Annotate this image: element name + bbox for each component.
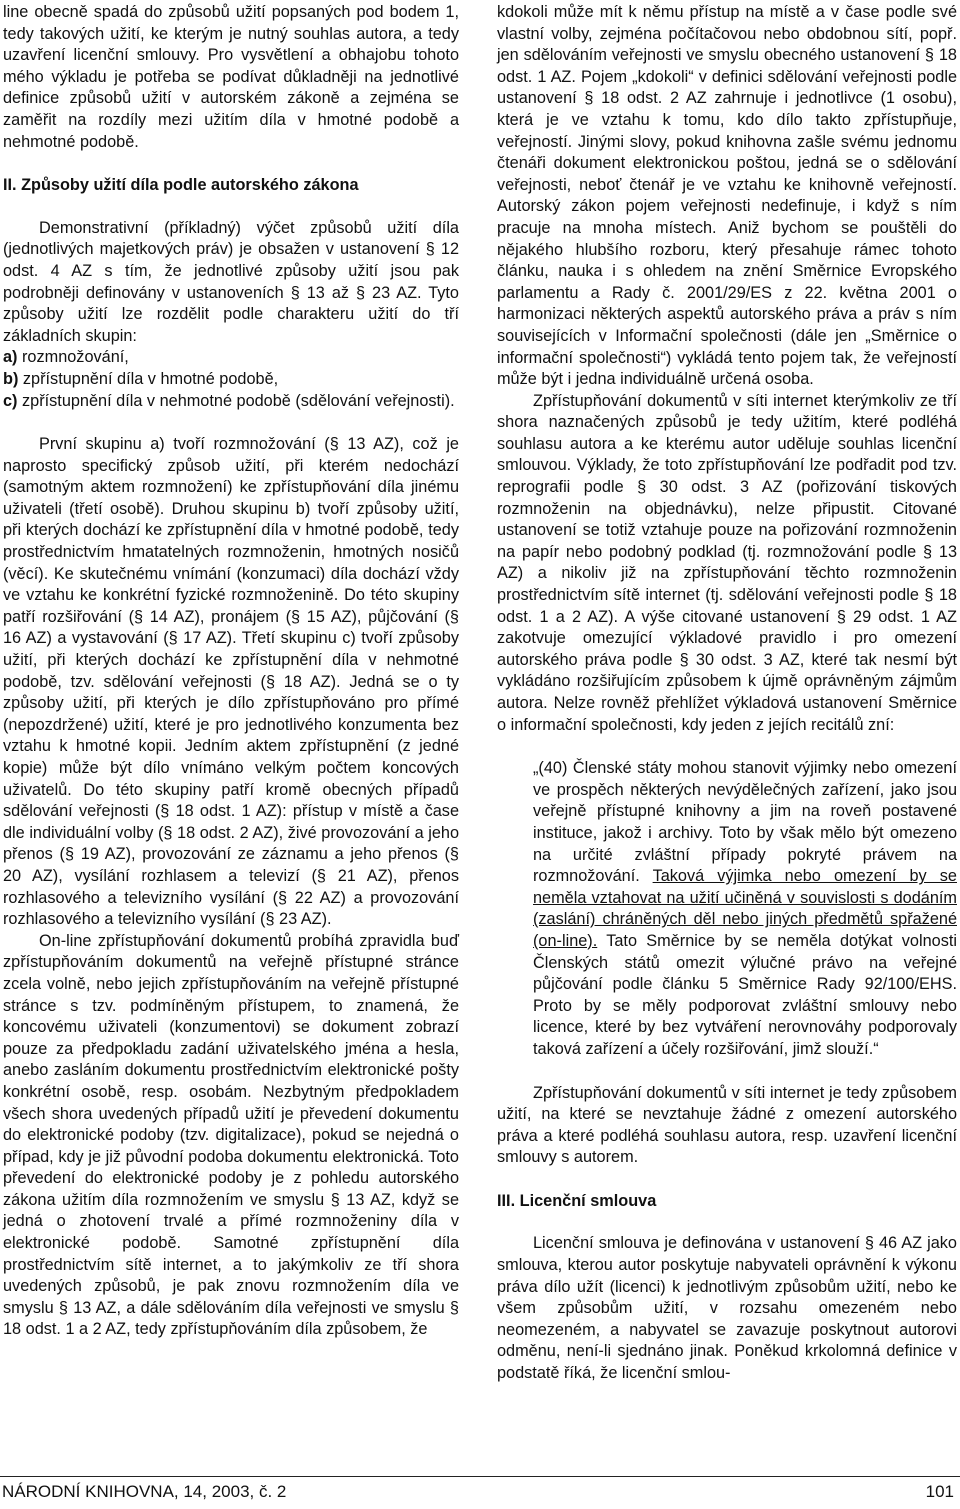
list-marker: a) — [3, 348, 18, 367]
quote-text-end: Tato Směrnice by se neměla dotýkat volnosti Členských států omezit výlučné právo na veřejné půjčování podle článku 5 Směrnice Rady 92/100/EHS. Proto by se měly podporovat zvláštní smlouvy nebo licence, které by bez vytváření nerovnováhy podporovaly taková zařízení a účely rozšiřování, jimž slouží.“ — [533, 931, 957, 1058]
demonstrative-paragraph: Demonstrativní (příkladný) výčet způsobů užití díla (jednotlivých majetkových práv) je obsažen v ustanovení § 12 odst. 4 AZ s tím, že jednotlivé způsoby užití jsou pak podrobněji definovány v ustanoveních § 13 až § 23 AZ. Tyto způsoby užití lze rozdělit podle charakteru užití do tří základních skupin: — [3, 218, 459, 345]
intro-paragraph: line obecně spadá do způsobů užití popsaných pod bodem 1, tedy takových užití, ke kterým je nutný souhlas autora, a tedy uzavření licenční smlouvy. Pro vysvětlení a obhajobu tohoto mého výkladu je potřeba se podívat důkladněji na jednotlivé definice způsobů užití v autorském zákoně a zejména se zaměřit na rozdíly mezi užitím díla v hmotné podobě a nehmotné podobě. — [3, 3, 459, 151]
access-paragraph: Zpřístupňování dokumentů v síti internet kterýmkoliv ze tří shora naznačených způsobů je tedy užitím, které podléhá souhlasu autora a ke kterému autor uděluje souhlas licenční smlouvou. Výklady, že toto zpřístupňování lze podřadit pod tzv. reprografii podle § 30 odst. 3 AZ (pořizování tiskových rozmnoženin na objednávku), nelze připustit. Citované ustanovení se totiž vztahuje pouze na pořizování rozmnoženin na papír nebo podobný podklad (tj. rozmnožování podle § 13 AZ) a nikoliv již na zpřístupňování těchto rozmnoženin prostřednictvím sítě internet (tj. sdělování veřejnosti podle § 18 odst. 1 a 2 AZ). A výše citované ustanovení § 29 odst. 1 AZ zakotvuje omezující výkladové pravidlo i pro omezení autorského práva podle § 30 odst. 3 AZ, které tak nesmí být vykládáno rozšiřujícím způsobem k újmě oprávněným zájmům autora. Nelze rovněž přehlížet výkladová ustanovení Směrnice o informační společnosti, kdy jeden z jejích recitálů zní: — [497, 391, 957, 734]
right-column — [497, 2, 957, 1385]
first-group-paragraph: První skupinu a) tvoří rozmnožování (§ 13 AZ), což je naprosto specifický způsob užití, při kterém nedochází (samotným aktem rozmnožení) ke zpřístupňování díla jinému uživateli (třetí osobě). Druhou skupinu b) tvoří způsoby užití, při kterých dochází ke zpřístupnění díla v hmotné podobě, tedy prostřednictvím hmatatelných rozmnoženin, hmotných nosičů (věcí). Ke skutečnému vnímání (konzumaci) díla dochází vždy ve vztahu ke konkrétní fyzické rozmnoženině. Do této skupiny patří rozšiřování (§ 14 AZ), pronájem (§ 15 AZ), půjčování (§ 16 AZ) a vystavování (§ 17 AZ). Třetí skupinu c) tvoří způsoby užití, při kterých dochází ke zpřístupnění díla v nehmotné podobě, tzv. sdělování veřejnosti (§ 18 AZ). Jedná se o ty způsoby užití, při kterých je dílo zpřístupňováno pro přímé (nepozdržené) užití, které je pro jednotlivého konzumenta bez vztahu k hmotné kopii. Jedním aktem zpřístupnění (z jedné kopie) může být dílo vnímáno velkým počtem koncových uživatelů. Do této skupiny patří kromě obecných případů sdělování veřejnosti (§ 18 odst. 1 AZ): přístup v místě a čase dle individuální volby (§ 18 odst. 2 AZ), živé provozování a jeho přenos (§ 19 AZ), provozování ze záznamu a jeho přenos (§ 20 AZ), vysílání rozhlasem a televizí (§ 21 AZ), přenos rozhlasového a televizního vysílání (§ 22 AZ) a provozování rozhlasového a televizního vysílání (§ 23 AZ). — [3, 435, 459, 929]
license-paragraph: Licenční smlouva je definována v ustanovení § 46 AZ jako smlouva, kterou autor poskytuje nabyvateli oprávnění k výkonu práva dílo užít (licenci) k jednotlivým způsobům užití, nebo ke všem způsobům užití, v rozsahu omezeném nebo neomezeném, a nabyvatel se zavazuje poskytnout autorovi odměnu, není-li sjednáno jinak. Poněkud krkolomná definice v podstatě říká, že licenční smlou- — [497, 1234, 957, 1383]
list-marker: b) — [3, 369, 19, 388]
footer-rule — [0, 1476, 960, 1477]
journal-citation: NÁRODNÍ KNIHOVNA, 14, 2003, č. 2 — [2, 1482, 287, 1501]
continuation-paragraph: kdokoli může mít k němu přístup na místě a v čase podle své vlastní volby, zejména počítačovou nebo obdobnou sítí, popř. jen sdělováním veřejnosti ve smyslu obecného ustanovení § 18 odst. 1 AZ. Pojem „kdokoli“ v definici sdělování veřejnosti podle ustanovení § 18 odst. 2 AZ zahrnuje i jednotlivce (1 osobu), která je ve vztahu k tomu, kdo dílo takto zpřístupňuje, veřejností. Jinými slovy, pokud knihovna zašle svému jednomu čtenáři dokument elektronickou poštou, jedná se o sdělování veřejnosti, neboť čtenář je ve vztahu ke knihovně veřejností. Autorský zákon pojem veřejnosti nedefinuje, i když s ním pracuje na mnoha místech. Aniž bychom se pouštěli do nějakého hlubšího rozboru, který přesahuje rámec tohoto článku, nauka i s ohledem na znění Směrnice Evropského parlamentu a Rady č. 2001/29/ES z 22. května 2001 o harmonizaci některých aspektů autorského práva a práv s ním souvisejících v Informační společnosti (dále jen „Směrnice o informační společnosti“) vykládá tento pojem tak, že veřejností může být i jedna individuálně určená osoba. — [497, 3, 957, 389]
left-column — [3, 2, 459, 1341]
section-heading-3: III. Licenční smlouva — [497, 1191, 657, 1210]
list-item-text: zpřístupnění díla v hmotné podobě, — [22, 369, 279, 388]
online-paragraph: On-line zpřístupňování dokumentů probíhá zpravidla buď zpřístupňováním dokumentů na veřejně přístupné stránce zcela volně, nebo jejich zpřístupňováním na veřejně přístupné stránce s tzv. podmíněným přístupem, to znamená, že koncovému uživateli (konzumentovi) se dokument zobrazí pouze za předpokladu zadání uživatelského jména a hesla, anebo zasláním dokumentu prostřednictvím elektronické pošty konkrétní osobě, resp. osobám. Nezbytným předpokladem všech shora uvedených případů užití je převedení dokumentu do elektronické podoby (tzv. digitalizace), pokud se nejedná o případ, kdy je již původní podoba dokumentu elektronická. Toto převedení do elektronické podoby je z pohledu autorského zákona užitím díla rozmnožením ve smyslu § 13 AZ, když se jedná o zhotovení trvalé a přímé rozmnoženiny díla v elektronické podobě. Samotné zpřístupnění díla prostřednictvím sítě internet, a to jakýmkoliv ze tří shora uvedených způsobů, je pak znovu rozmnožením díla ve smyslu § 13 AZ, a dále sdělováním díla veřejnosti ve smyslu § 18 odst. 1 a 2 AZ, tedy zpřístupňováním díla způsobem, že — [3, 931, 459, 1339]
summary-paragraph: Zpřístupňování dokumentů v síti internet je tedy způsobem užití, na které se nevztahuje žádné z omezení autorského práva a které podléhá souhlasu autora, resp. uzavření licenční smlouvy s autorem. — [497, 1083, 957, 1167]
recital-quote — [533, 758, 957, 1060]
list-item-text: zpřístupnění díla v nehmotné podobě (sdělování veřejnosti). — [22, 391, 455, 410]
list-item — [3, 391, 459, 413]
quote-underlined-text: Taková výjimka nebo omezení by se neměla vztahovat na užití učiněná v souvislosti s dodáním (zaslání) chráněných děl nebo jiných předmětů spřažené (on-line). — [533, 867, 957, 950]
list-marker: c) — [3, 391, 18, 410]
quote-text-start: „(40) Členské státy mohou stanovit výjimky nebo omezení ve prospěch některých nevýdělečných zařízení, jako jsou veřejně přístupné knihovny a jim na roveň postavené instituce, jakož i archivy. Toto by však mělo být omezeno na určité zvláštní případy pokryté právem na rozmnožování. — [533, 759, 957, 886]
list-item-text: rozmnožování, — [22, 348, 129, 367]
usage-groups-list — [3, 347, 459, 412]
list-item — [3, 347, 459, 369]
list-item — [3, 369, 459, 391]
section-heading-2: II. Způsoby užití díla podle autorského zákona — [3, 176, 359, 195]
page-number: 101 — [925, 1482, 954, 1501]
